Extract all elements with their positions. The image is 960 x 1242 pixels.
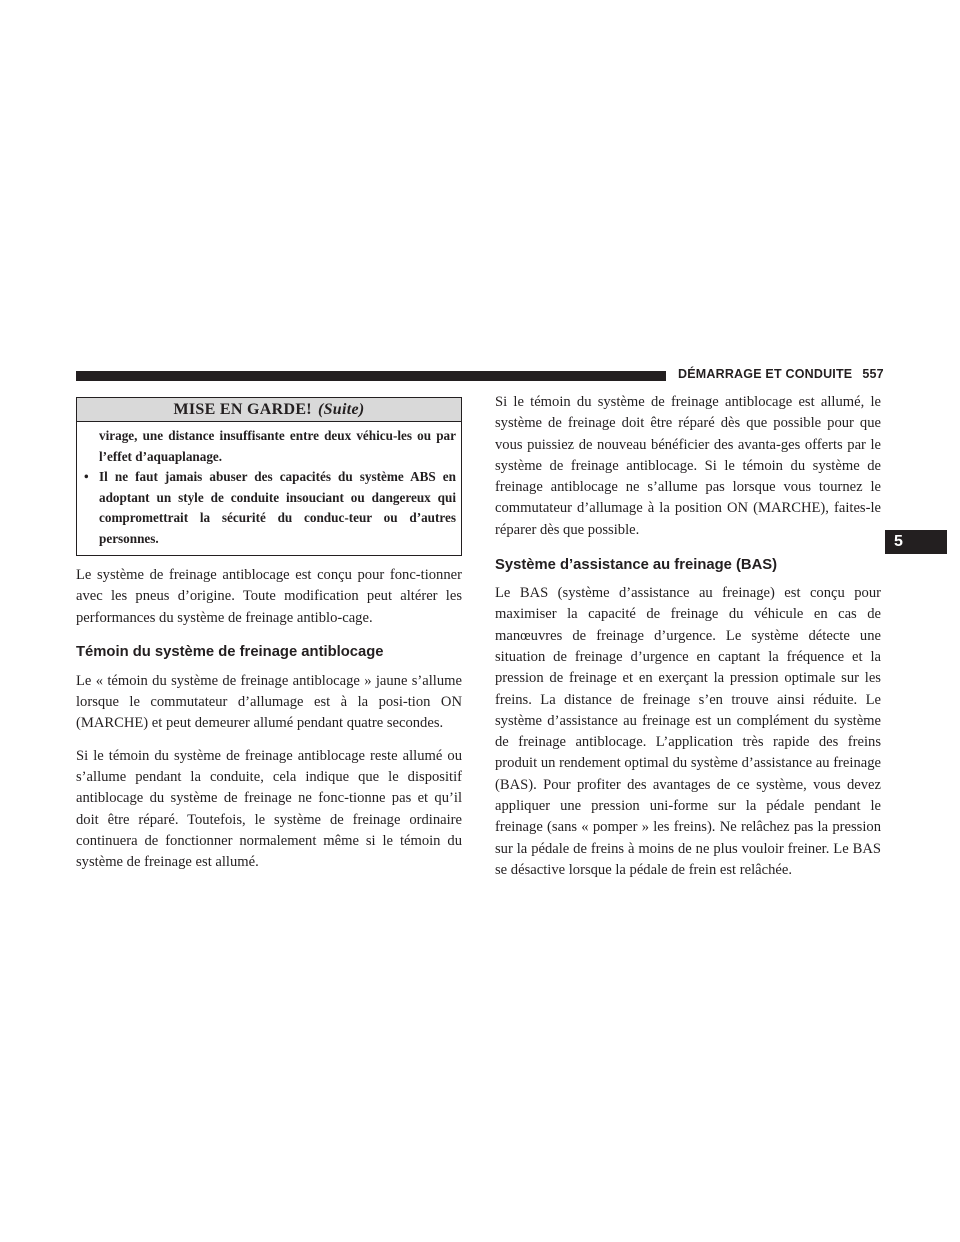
header-rule <box>76 371 666 381</box>
chapter-tab: 5 <box>885 530 947 554</box>
warning-bullet <box>84 467 456 549</box>
section-title: DÉMARRAGE ET CONDUITE <box>678 367 853 381</box>
right-column <box>495 392 881 881</box>
warning-line: virage, une distance insuffisante entre deux véhicu-les ou par l’effet d’aquaplanage. <box>99 428 456 464</box>
page-number: 557 <box>862 367 884 381</box>
left-column <box>76 397 462 874</box>
paragraph: Si le témoin du système de freinage antiblocage reste allumé ou s’allume pendant la conduite, cela indique que le dispositif antiblocage du système de freinage ne fonc-tionne pas et qu’il doit être réparé. Toutefois, le système de freinage ordinaire continuera de fonctionner normalement même si le témoin du système de freinage est allumé. <box>76 747 462 871</box>
warning-continued: (Suite) <box>317 401 365 418</box>
warning-box <box>76 397 462 556</box>
warning-header <box>77 398 461 422</box>
paragraph: Si le témoin du système de freinage antiblocage est allumé, le système de freinage doit être réparé dès que possible pour que vous puissiez de nouveau bénéficier des avanta-ges offerts par le système de freinage antiblocage. Si le témoin du système de freinage antiblocage ne s’allume pas lorsque vous tournez le commutateur d’allumage à la position ON (MARCHE), faites-le réparer dès que possible. <box>495 394 881 538</box>
running-header <box>678 367 884 381</box>
warning-body <box>77 422 461 555</box>
warning-bullet-text: Il ne faut jamais abuser des capacités du système ABS en adoptant un style de conduite insouciant ou dangereux qui compromettrait la sécurité du conduc-teur ou d’autres personnes. <box>99 469 456 546</box>
paragraph: Le BAS (système d’assistance au freinage) est conçu pour maximiser la capacité de freinage du véhicule en cas de manœuvres de freinage d’urgence. Le système détecte une situation de freinage d’urgence en captant la fréquence et la pression de freinage et en exerçant la pression optimale sur les freins. La distance de freinage s’en trouve ainsi réduite. Le système d’assistance au freinage est un complément du système de freinage antiblocage. L’application très rapide des freins produit un rendement optimal du système d’assistance au freinage (BAS). Pour profiter des avantages de ce système, vous devez appliquer une pression uni-forme sur la pédale pendant le freinage (sans « pomper » les freins). Ne relâchez pas la pression sur la pédale de freins à moins de ne plus vouloir freiner. Le BAS se désactive lorsque la pédale de frein est relâchée. <box>495 585 881 878</box>
section-heading: Système d’assistance au freinage (BAS) <box>495 557 778 574</box>
warning-title: MISE EN GARDE! <box>173 401 312 418</box>
paragraph: Le système de freinage antiblocage est conçu pour fonc-tionner avec les pneus d’origine. Toute modification peut altérer les performances du système de freinage antiblo-cage. <box>76 567 462 626</box>
bullet-icon: • <box>84 469 89 484</box>
paragraph: Le « témoin du système de freinage antiblocage » jaune s’allume lorsque le commutateur d’allumage est à la posi-tion ON (MARCHE) et peut demeurer allumé pendant quatre secondes. <box>76 672 462 732</box>
section-heading: Témoin du système de freinage antiblocage <box>76 643 384 660</box>
